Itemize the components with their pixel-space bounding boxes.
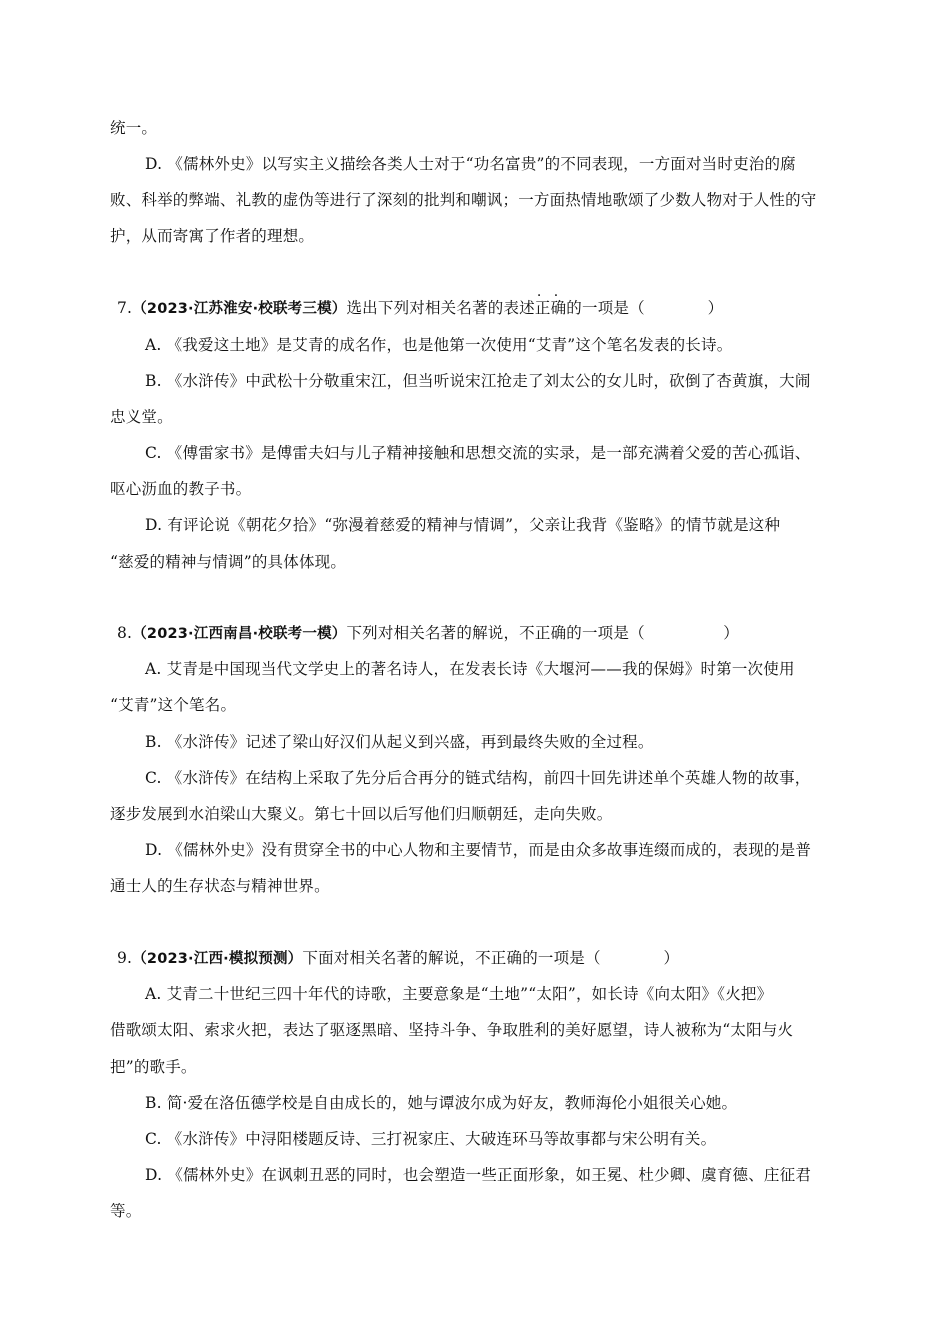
question-9-stem-text: 下面对相关名著的解说，不正确的一项是（ ） <box>302 949 680 967</box>
prev-option-d-line3: 护，从而寄寓了作者的理想。 <box>110 227 315 245</box>
question-8-stem <box>117 623 739 644</box>
question-7-number: 7. <box>117 299 133 317</box>
question-8-number: 8. <box>117 624 133 642</box>
question-7-emphasis-mark: · · 正确 <box>535 298 566 318</box>
question-7-stem-end: 的一项是（ ） <box>566 299 724 317</box>
question-9-option-a-line2: 借歌颂太阳、索求火把，表达了驱逐黑暗、坚持斗争、争取胜利的美好愿望，诗人被称为“太阳与火 <box>110 1021 794 1039</box>
question-9-option-d-line1: D. 《儒林外史》在讽刺丑恶的同时，也会塑造一些正面形象，如王冕、杜少卿、虞育德、庄征君 <box>145 1166 812 1184</box>
prev-option-d-line1: D. 《儒林外史》以写实主义描绘各类人士对于“功名富贵”的不同表现，一方面对当时吏治的腐 <box>145 155 796 173</box>
question-9-option-a-line3: 把”的歌手。 <box>110 1058 197 1076</box>
question-8-option-b: B. 《水浒传》记述了梁山好汉们从起义到兴盛，再到最终失败的全过程。 <box>145 733 654 751</box>
question-7-option-d-line1: D. 有评论说《朝花夕拾》“弥漫着慈爱的精神与情调”，父亲让我背《鉴略》的情节就是这种 <box>145 516 781 534</box>
question-7-option-a: A. 《我爱这土地》是艾青的成名作，也是他第一次使用“艾青”这个笔名发表的长诗。 <box>145 336 733 354</box>
question-9-source: （2023·江西·模拟预测） <box>132 951 303 967</box>
question-7-stem-text: 选出下列对相关名著的表述 <box>346 299 535 317</box>
question-8-option-d-line2: 通士人的生存状态与精神世界。 <box>110 877 330 895</box>
question-8-stem-text: 下列对相关名著的解说，不正确的一项是（ ） <box>346 624 739 642</box>
question-9-option-d-line2: 等。 <box>110 1202 142 1220</box>
question-8-source: （2023·江西南昌·校联考一模） <box>132 626 347 642</box>
prev-question-tail: 统一。 <box>110 119 158 137</box>
question-9-number: 9. <box>117 949 133 967</box>
question-8-option-c-line1: C. 《水浒传》在结构上采取了先分后合再分的链式结构，前四十回先讲述单个英雄人物的故事， <box>145 769 811 787</box>
question-8-option-a-line2: “艾青”这个笔名。 <box>110 696 237 714</box>
question-9-option-c: C. 《水浒传》中浔阳楼题反诗、三打祝家庄、大破连环马等故事都与宋公明有关。 <box>145 1130 717 1148</box>
question-8-option-d-line1: D. 《儒林外史》没有贯穿全书的中心人物和主要情节，而是由众多故事连缀而成的，表现的是普 <box>145 841 812 859</box>
question-7-option-b-line2: 忠义堂。 <box>110 408 173 426</box>
question-8-option-a-line1: A. 艾青是中国现当代文学史上的著名诗人，在发表长诗《大堰河——我的保姆》时第一次使用 <box>145 660 795 678</box>
question-7-stem <box>117 298 723 319</box>
question-9-stem <box>117 948 679 969</box>
prev-option-d-line2: 败、科举的弊端、礼教的虚伪等进行了深刻的批判和嘲讽；一方面热情地歌颂了少数人物对于人性的守 <box>110 191 817 209</box>
question-7-option-b-line1: B. 《水浒传》中武松十分敬重宋江，但当听说宋江抢走了刘太公的女儿时，砍倒了杏黄旗，大闹 <box>145 372 811 390</box>
question-7-option-c-line2: 呕心沥血的教子书。 <box>110 480 252 498</box>
question-8-option-c-line2: 逐步发展到水泊梁山大聚义。第七十回以后写他们归顺朝廷，走向失败。 <box>110 805 613 823</box>
question-7-source: （2023·江苏淮安·校联考三模） <box>132 301 347 317</box>
question-7-option-c-line1: C. 《傅雷家书》是傅雷夫妇与儿子精神接触和思想交流的实录，是一部充满着父爱的苦心孤诣、 <box>145 444 811 462</box>
question-7-option-d-line2: “慈爱的精神与情调”的具体体现。 <box>110 553 347 571</box>
question-9-option-b: B. 简·爱在洛伍德学校是自由成长的，她与谭波尔成为好友，教师海伦小姐很关心她。 <box>145 1094 738 1112</box>
question-9-option-a-line1: A. 艾青二十世纪三四十年代的诗歌，主要意象是“土地”“太阳”，如长诗《向太阳》《火把》 <box>145 985 773 1003</box>
